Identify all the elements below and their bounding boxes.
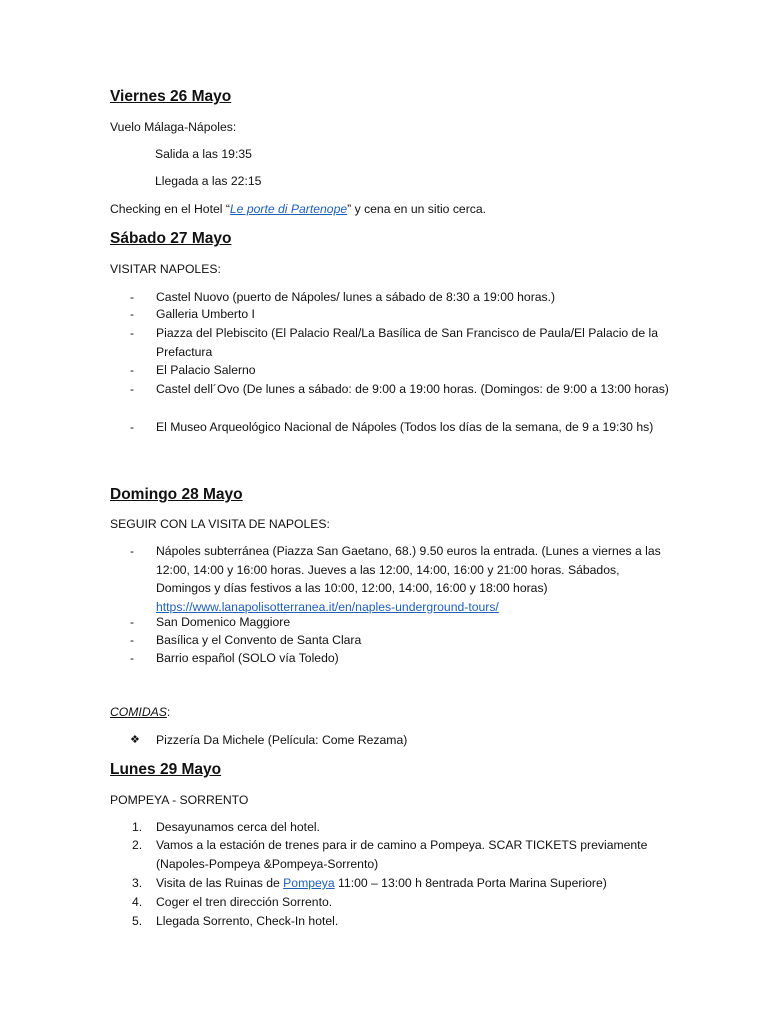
list-item: - San Domenico Maggiore — [110, 613, 670, 632]
diamond-bullet-icon: ❖ — [130, 734, 140, 746]
arrival-line: Llegada a las 22:15 — [155, 174, 262, 188]
meals-heading: COMIDAS — [110, 705, 167, 719]
dash-marker: - — [130, 363, 135, 377]
dash-marker: - — [130, 307, 135, 321]
checkin-before: Checking en el Hotel “ — [110, 202, 230, 216]
list-item: 2. Vamos a la estación de trenes para ir de camino a Pompeya. SCAR TICKETS previamente (Napoles-Pompeya &Pompeya-Sorrento) — [132, 838, 648, 871]
dash-marker: - — [130, 382, 135, 396]
dash-marker: - — [130, 633, 135, 647]
list-item: - El Palacio Salerno — [110, 361, 670, 380]
heading-sabado: Sábado 27 Mayo — [110, 230, 232, 247]
checkin-after: ” y cena en un sitio cerca. — [347, 202, 487, 216]
dash-marker: - — [130, 651, 135, 665]
dash-marker: - — [130, 326, 135, 340]
list-item: - El Museo Arqueológico Nacional de Nápoles (Todos los días de la semana, de 9 a 19:30 hs) — [110, 418, 670, 437]
dash-marker: - — [130, 290, 135, 304]
heading-viernes: Viernes 26 Mayo — [110, 88, 232, 105]
departure-line: Salida a las 19:35 — [155, 147, 252, 161]
flight-line: Vuelo Málaga-Nápoles: — [110, 120, 237, 134]
list-item: 5. Llegada Sorrento, Check-In hotel. — [132, 914, 339, 928]
pompeya-link[interactable]: Pompeya — [283, 876, 335, 890]
dash-marker: - — [130, 544, 135, 558]
dash-marker: - — [130, 420, 135, 434]
dash-marker: - — [130, 615, 135, 629]
list-item: - Galleria Umberto I — [110, 305, 670, 324]
heading-lunes: Lunes 29 Mayo — [110, 761, 222, 778]
section-subtitle: POMPEYA - SORRENTO — [110, 793, 249, 807]
hotel-link[interactable]: Le porte di Partenope — [229, 202, 348, 216]
underground-text: Nápoles subterránea (Piazza San Gaetano, 68.) 9.50 euros la entrada. (Lunes a viernes a las 12:00, 14:00 y 16:00 horas. Jueves a las 12:00, 14:00, 16:00 y 21:00 horas. Sábados, Domingos y días festivos a las 10:00, 12:00, 14:00, 16:00 y 18:00 horas) — [156, 544, 661, 595]
list-item: 4. Coger el tren dirección Sorrento. — [132, 895, 333, 909]
list-item: - Basílica y el Convento de Santa Clara — [110, 631, 670, 650]
list-item: - Castel Nuovo (puerto de Nápoles/ lunes a sábado de 8:30 a 19:00 horas.) — [110, 288, 670, 307]
list-item: - Barrio español (SOLO vía Toledo) — [110, 649, 670, 668]
heading-domingo: Domingo 28 Mayo — [110, 486, 243, 503]
list-item: 3. Visita de las Ruinas de Pompeya 11:00 – 13:00 h 8entrada Porta Marina Superiore) — [132, 876, 607, 890]
section-subtitle: VISITAR NAPOLES: — [110, 262, 221, 276]
underground-link[interactable]: https://www.lanapolisotterranea.it/en/naples-underground-tours/ — [156, 599, 499, 614]
list-item: 1. Desayunamos cerca del hotel. — [132, 820, 320, 834]
checkin-line — [110, 202, 486, 217]
section-subtitle: SEGUIR CON LA VISITA DE NAPOLES: — [110, 517, 330, 531]
list-item: - Castel dell´Ovo (De lunes a sábado: de 9:00 a 19:00 horas. (Domingos: de 9:00 a 13:00 horas) — [110, 380, 670, 399]
list-item: - Piazza del Plebiscito (El Palacio Real/La Basílica de San Francisco de Paula/El Palacio de la Prefactura — [130, 326, 658, 359]
list-item — [110, 542, 670, 616]
meals-label: COMIDAS: — [110, 705, 171, 719]
list-item: ❖ Pizzería Da Michele (Película: Come Rezama) — [110, 731, 670, 750]
